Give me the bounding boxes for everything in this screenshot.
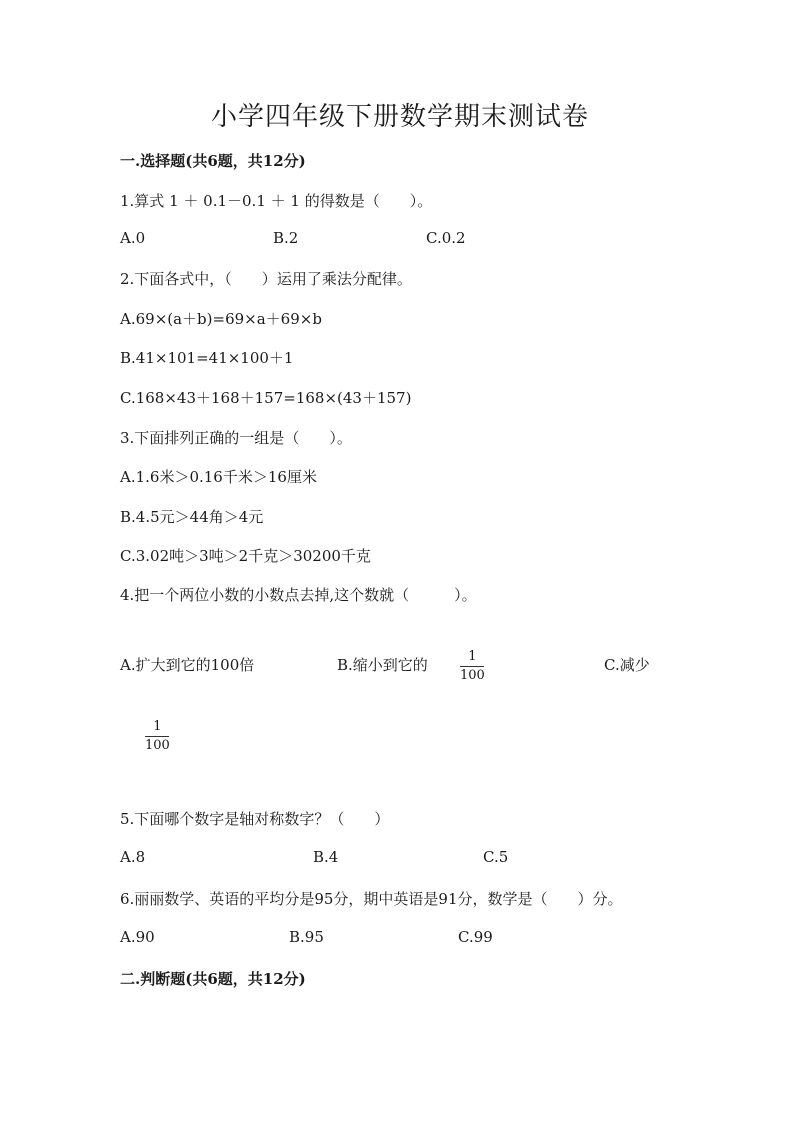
- question-2-option-c: C.168×43＋168＋157=168×(43＋157): [120, 389, 412, 407]
- question-1-option-b: B.2: [273, 229, 299, 247]
- question-5-stem: 5.下面哪个数字是轴对称数字？（ ）: [120, 810, 390, 828]
- question-4-option-b-fraction: [460, 650, 485, 683]
- question-2-stem: 2.下面各式中，（ ）运用了乘法分配律。: [120, 270, 412, 288]
- question-6-option-b: B.95: [289, 928, 324, 946]
- question-4-option-c-fraction: [145, 720, 170, 753]
- question-6-option-a: A.90: [120, 928, 155, 946]
- question-3-option-a: A.1.6米＞0.16千米＞16厘米: [120, 468, 317, 486]
- fraction-denominator: 100: [145, 738, 170, 753]
- fraction-bar: [460, 666, 484, 667]
- question-3-stem: 3.下面排列正确的一组是（ ）。: [120, 429, 352, 447]
- question-5-option-b: B.4: [313, 848, 339, 866]
- question-1-option-a: A.0: [120, 229, 146, 247]
- question-1-stem: 1.算式 1 ＋ 0.1－0.1 ＋ 1 的得数是（ ）。: [120, 192, 433, 210]
- question-2-option-b: B.41×101=41×100＋1: [120, 349, 294, 367]
- question-4-option-c: C.减少: [604, 656, 650, 674]
- section-heading-choice: 一.选择题(共6题，共12分): [120, 152, 306, 170]
- question-6-stem: 6.丽丽数学、英语的平均分是95分，期中英语是91分，数学是（ ）分。: [120, 890, 623, 908]
- section-heading-judgement: 二.判断题(共6题，共12分): [120, 970, 306, 988]
- question-3-option-c: C.3.02吨＞3吨＞2千克＞30200千克: [120, 547, 371, 565]
- question-3-option-b: B.4.5元＞44角＞4元: [120, 508, 264, 526]
- fraction-denominator: 100: [460, 668, 485, 683]
- fraction-numerator: 1: [153, 719, 162, 734]
- question-5-option-c: C.5: [483, 848, 509, 866]
- question-2-option-a: A.69×(a＋b)=69×a＋69×b: [120, 310, 322, 328]
- question-4-option-a: A.扩大到它的100倍: [120, 656, 255, 674]
- question-4-stem: 4.把一个两位小数的小数点去掉,这个数就（ ）。: [120, 586, 477, 604]
- question-1-option-c: C.0.2: [426, 229, 466, 247]
- fraction-numerator: 1: [468, 649, 477, 664]
- question-5-option-a: A.8: [120, 848, 146, 866]
- page-title: 小学四年级下册数学期末测试卷: [210, 102, 589, 132]
- question-4-option-b: B.缩小到它的: [337, 656, 428, 674]
- fraction-bar: [145, 736, 169, 737]
- question-6-option-c: C.99: [458, 928, 493, 946]
